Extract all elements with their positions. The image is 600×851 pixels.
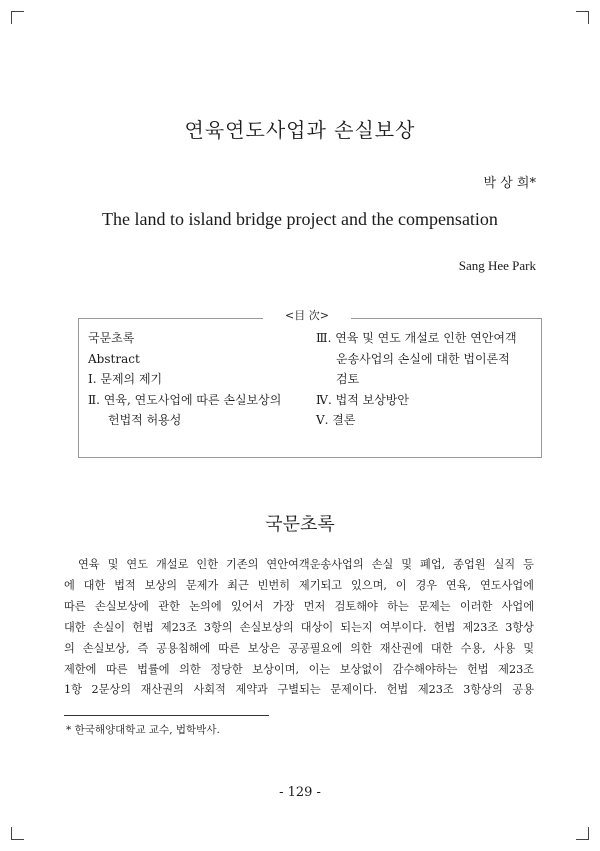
paper-title: 연육연도사업과 손실보상 [184, 118, 416, 142]
toc-item: 검토 [336, 372, 360, 386]
page-number: - 129 - [279, 785, 321, 800]
toc-item: Ⅰ. 문제의 제기 [88, 372, 163, 386]
crop-mark-top-right [576, 11, 589, 24]
body-line: 의 손실보상, 즉 공용침해에 따른 보상은 공공필요에 의한 재산권에 대한 수용, 사용 및 [64, 641, 534, 655]
toc-item: Ⅲ. 연육 및 연도 개설로 인한 연안여객 [316, 331, 517, 345]
toc-heading: <目 次> [263, 307, 351, 323]
toc-item: Abstract [88, 351, 140, 366]
footnote-divider [64, 715, 269, 716]
author-english: Sang Hee Park [458, 258, 536, 273]
toc-right-column [316, 328, 517, 431]
author-korean: 박 상 희* [483, 176, 536, 191]
body-line: 연육 및 연도 개설로 인한 기존의 연안여객운송사업의 손실 및 폐업, 종업원 실직 등 [78, 558, 534, 571]
footnote: * 한국해양대학교 교수, 법학박사. [66, 724, 220, 736]
toc-item: 운송사업의 손실에 대한 법이론적 [336, 351, 510, 366]
body-line: 대한 손실이 헌법 제23조 3항의 손실보상의 대상이 되는지 여부이다. 헌법 제23조 3항상 [64, 620, 534, 634]
body-line: 제한에 따른 법률에 의한 정당한 보상이며, 이는 보상없이 감수해야하는 헌법 제23조 [64, 662, 534, 676]
toc-left-column [88, 328, 281, 431]
toc-item: 헌법적 허용성 [108, 413, 182, 427]
section-heading-abstract: 국문초록 [265, 514, 335, 535]
crop-mark-bottom-right [576, 827, 589, 840]
crop-mark-bottom-left [11, 827, 24, 840]
body-line: 1항 2문상의 재산권의 사회적 제약과 구별되는 문제이다. 헌법 제23조 3항상의 공용 [64, 683, 534, 697]
toc-item: Ⅳ. 법적 보상방안 [316, 392, 409, 407]
abstract-body [64, 555, 534, 701]
crop-mark-top-left [11, 11, 24, 24]
toc-item: Ⅱ. 연육, 연도사업에 따른 손실보상의 [88, 392, 282, 407]
toc-item: Ⅴ. 결론 [316, 413, 356, 427]
body-line: 에 대한 법적 보상의 문제가 최근 빈번히 제기되고 있으며, 이 경우 연육, 연도사업에 [64, 578, 534, 592]
body-line: 따른 손실보상에 관한 논의에 있어서 가장 먼저 검토해야 하는 문제는 이러한 사업에 [64, 599, 534, 613]
toc-item: 국문초록 [88, 331, 135, 345]
paper-title-english: The land to island bridge project and the compensation [102, 209, 498, 229]
